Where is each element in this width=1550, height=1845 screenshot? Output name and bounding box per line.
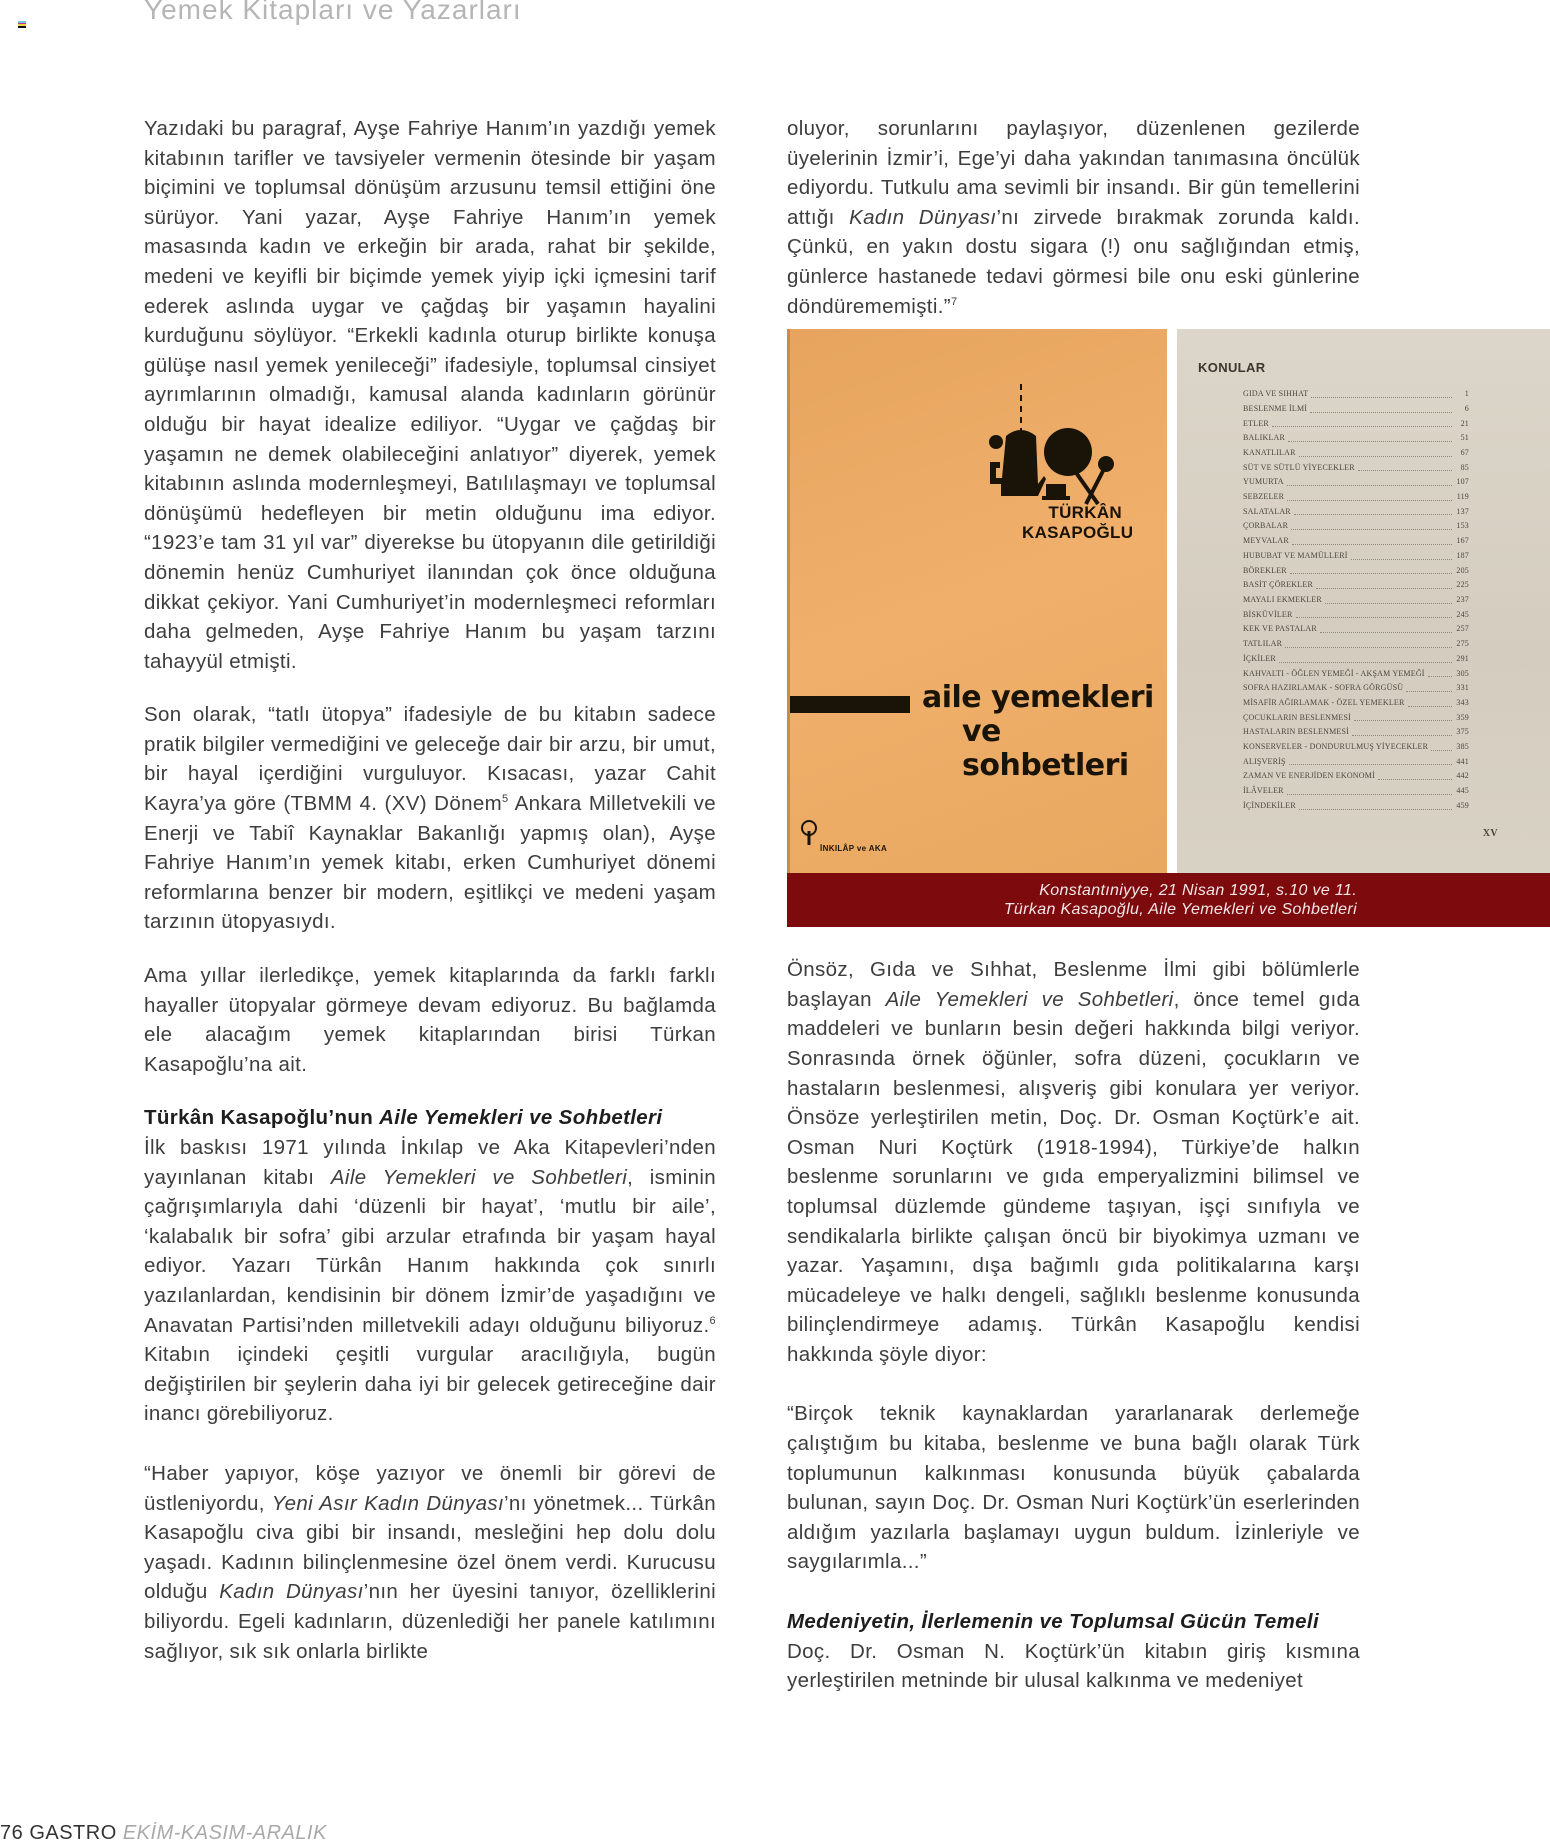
text: ’nı zirvede bırakmak zorunda kaldı. Çünkü, en yakın dostu sigara (!) onu sağlığından etmiş, günlerce hastanede tedavi görmesi bile onu eski günlerine döndürememişti.”	[787, 205, 1360, 318]
contents-entry-page: 6	[1464, 403, 1469, 413]
leader-dots	[1285, 637, 1452, 648]
footnote-ref[interactable]: 6	[709, 1314, 716, 1327]
quote-paragraph: “Birçok teknik kaynaklardan yararlanarak derlemeğe çalıştığım bu kitaba, beslenme ve buna bağlı olarak Türk toplumunun kalkınması konusunda büyük çabalarda bulunan, sayın Doç. Dr. Osman Nuri Koçtürk’ün eserlerinden aldığım yazılarla başlamayı uygun buldum. İzinleriyle ve saygılarımla...”	[787, 1402, 1360, 1574]
paragraph	[787, 114, 1360, 321]
contents-entry-page: 331	[1456, 683, 1469, 693]
section-heading	[787, 1607, 1360, 1637]
contents-entry-page: 85	[1460, 462, 1469, 472]
contents-entry-title: ALIŞVERİŞ	[1243, 756, 1286, 766]
contents-entry-page: 375	[1456, 727, 1469, 737]
contents-entry-page: 459	[1456, 800, 1469, 810]
contents-entry	[1243, 461, 1469, 476]
contents-entry-title: MAYALI EKMEKLER	[1243, 595, 1322, 604]
leader-dots	[1320, 622, 1452, 633]
contents-entry	[1243, 475, 1469, 490]
book-figure	[787, 329, 1550, 927]
leader-dots	[1310, 402, 1452, 413]
paragraph	[144, 1133, 716, 1429]
contents-entry-page: 153	[1456, 521, 1469, 531]
contents-entry-page: 187	[1456, 550, 1469, 560]
contents-entry-title: ÇORBALAR	[1243, 521, 1289, 531]
quote-paragraph	[144, 1459, 716, 1666]
paragraph: Yazıdaki bu paragraf, Ayşe Fahriye Hanım’ın yazdığı yemek kitabının tarifler ve tavsiyeler vermenin ötesinde bir yaşam biçimini ve toplumsal dönüşüm arzusunu temsil ettiğini öne sürüyor. Yani yazar, Ayşe Fahriye Hanım’ın yemek masasında kadın ve erkeğin bir arada, rahat bir şekilde, medeni ve keyifli bir biçimde yemek yiyip içki içmesini tarif ederek aslında uygar ve çağdaş bir yaşamın hayalini kurduğunu söylüyor. “Erkekli kadınla oturup birlikte konuşa gülüşe nasıl yemek yenileceği” ifadesiyle, toplumsal cinsiyet ayrımlarının olmadığı, kamusal alanda kadınların görünür olduğu bir hayat idealize ediliyor. “Uygar ve çağdaş bir yaşamın ne demek olabileceğini anlatıyor” diyerek, yemek kitabının aslında modernleşmeyi, Batılılaşmayı ve toplumsal dönüşümü hedefleyen bir metin olduğunu ima ediyor. “1923’e tam 31 yıl var” diyerekse bu ütopyanın dile getirildiği dönemin henüz Cumhuriyet ilanından çok önce olduğuna dikkat çekiyor. Yani Cumhuriyet’in modernleşmeci reformları daha gelmeden, Ayşe Fahriye Hanım bu yaşam tarzını tahayyül etmişti.	[144, 117, 716, 673]
text: , önce temel gıda maddeleri ve bunların besin değeri hakkında bilgi veriyor. Sonrasında örnek öğünler, sofra düzeni, çocukların ve hastaların beslenmesi, alışveriş gibi konulara yer veriyor. Önsöze yerleştirilen metin, Doç. Dr. Osman Koçtürk’e ait. Osman Nuri Koçtürk (1918-1994), Türkiye’de halkın beslenme sorunlarını ve gıda emperyalizmini bilimsel ve toplumsal düzlemde gündeme taşıyan, işçi sınıfıyla ve sendikalarla birlikte çalışan öncü bir biyokimya uzmanı ve yazar. Yaşamını, dışa bağımlı gıda politikalarına karşı mücadeleye ve halkı dengeli, sağlıklı beslenme konusunda bilinçlendirmeye adamış. Türkân Kasapoğlu kendisi hakkında şöyle diyor:	[787, 987, 1361, 1366]
book-title: Aile Yemekleri ve Sohbetleri	[885, 987, 1174, 1011]
paragraph: Doç. Dr. Osman N. Koçtürk’ün kitabın giriş kısmına yerleştirilen metninde bir ulusal kalkınma ve medeniyet	[787, 1639, 1360, 1693]
leader-dots	[1290, 564, 1452, 575]
book-title: Aile Yemekleri ve Sohbetleri	[330, 1165, 628, 1189]
contents-entry-page: 67	[1460, 447, 1469, 457]
contents-entry-title: BİSKÜVİLER	[1243, 609, 1293, 619]
publisher-tree-logo-icon	[800, 819, 818, 847]
leader-dots	[1408, 696, 1452, 707]
leader-dots	[1299, 446, 1452, 457]
contents-entry-title: KEK VE PASTALAR	[1243, 624, 1317, 634]
contents-entry	[1243, 740, 1469, 755]
contents-page-image	[1177, 329, 1550, 873]
leader-dots	[1287, 490, 1452, 501]
contents-entry-page: 107	[1456, 477, 1469, 487]
cover-publisher: İNKILÂP ve AKA	[820, 844, 888, 854]
text: ’nın her üyesini tanıyor, özelliklerini biliyordu. Egeli kadınların, düzenlediği her panele katılımını sağlıyor, sık sık onlarla birlikte	[144, 1580, 716, 1663]
heading-text: Medeniyetin, İlerlemenin ve Toplumsal Gücün Temeli	[787, 1610, 1320, 1634]
leader-dots	[1428, 667, 1452, 678]
contents-entry-title: İÇKİLER	[1243, 653, 1276, 663]
contents-entry-title: HASTALARIN BESLENMESİ	[1243, 727, 1350, 737]
cover-title	[922, 681, 1167, 783]
contents-entry-page: 21	[1460, 418, 1469, 428]
contents-entry-title: BESLENME İLMİ	[1243, 403, 1308, 413]
contents-entry	[1243, 578, 1469, 593]
leader-dots	[1325, 593, 1452, 604]
contents-entry-page: 275	[1456, 639, 1469, 649]
leader-dots	[1292, 534, 1452, 545]
contents-entry-page: 359	[1456, 712, 1469, 722]
contents-entry-page: 442	[1456, 771, 1469, 781]
contents-entry	[1243, 637, 1469, 652]
contents-entry-title: İÇİNDEKİLER	[1243, 800, 1296, 810]
contents-entry-title: SÜT VE SÜTLÜ YİYECEKLER	[1243, 462, 1355, 472]
contents-entry-title: MEYVALAR	[1243, 536, 1289, 546]
leader-dots	[1291, 519, 1452, 530]
contents-entry	[1243, 490, 1469, 505]
contents-entry-title: KAHVALTI - ÖĞLEN YEMEĞİ - AKŞAM YEMEĞİ	[1243, 668, 1425, 678]
leader-dots	[1358, 461, 1452, 472]
contents-entry	[1243, 711, 1469, 726]
contents-entry	[1243, 387, 1469, 402]
right-column	[787, 114, 1498, 1720]
contents-entry-page: 167	[1456, 536, 1469, 546]
contents-entry-page: 441	[1456, 756, 1469, 766]
contents-entry	[1243, 417, 1469, 432]
contents-entry	[1243, 769, 1469, 784]
contents-entry-title: TATLILAR	[1243, 639, 1283, 649]
contents-entry-title: ETLER	[1243, 418, 1269, 428]
leader-dots	[1294, 505, 1452, 516]
contents-entry-title: İLÂVELER	[1243, 786, 1284, 796]
heading-book-title: Aile Yemekleri ve Sohbetleri	[379, 1106, 663, 1130]
text: Kitabın içindeki çeşitli vurgular aracılığıyla, bugün değiştirilen bir şeylerin daha iyi bir gelecek getireceğine dair inancı görebiliyoruz.	[144, 1343, 716, 1426]
paragraph: Ama yıllar ilerledikçe, yemek kitaplarında da farklı farklı hayaller ütopyalar görmeye devam ediyoruz. Bu bağlamda ele alacağım yemek kitaplarından birisi Türkan Kasapoğlu’na ait.	[144, 964, 716, 1076]
figure-caption	[787, 873, 1550, 927]
contents-entry-page: 237	[1456, 595, 1469, 604]
contents-entry-page: 445	[1456, 786, 1469, 796]
page-number: 76	[0, 1822, 24, 1844]
contents-entry-title: GIDA VE SIHHAT	[1243, 389, 1309, 399]
contents-entry-page: 1	[1464, 389, 1469, 399]
kitchenware-illustration-icon	[986, 384, 1126, 519]
text: Ankara Milletvekili ve Enerji ve Tabiî Kaynaklar Bakanlığı yapmış olan), Ayşe Fahriye Hanım’ın yemek kitabı, erken Cumhuriyet dönemi reformlarına benzer bir modern, eşitlikçi ve medeni yaşam tarzının ütopyasıydı.	[144, 792, 716, 934]
contents-entry	[1243, 755, 1469, 770]
contents-entry	[1243, 696, 1469, 711]
caption-line: Konstantıniyye, 21 Nisan 1991, s.10 ve 11.	[1039, 882, 1357, 900]
leader-dots	[1316, 578, 1452, 589]
leader-dots	[1296, 608, 1452, 619]
cover-decorative-bar	[790, 696, 910, 713]
contents-entry	[1243, 681, 1469, 696]
contents-entry	[1243, 652, 1469, 667]
text: İlk baskısı 1971 yılında İnkılap ve Aka Kitapevleri’nden yayınlanan kitabı	[144, 1136, 716, 1189]
contents-entry-page: 343	[1456, 697, 1469, 707]
publication-title: Kadın Dünyası	[849, 205, 997, 229]
contents-entry-page: 225	[1456, 580, 1469, 590]
contents-entry-page: 51	[1460, 433, 1469, 443]
contents-entry	[1243, 402, 1469, 417]
left-column	[144, 114, 716, 1690]
contents-entry	[1243, 608, 1469, 623]
text: Son olarak, “tatlı ütopya” ifadesiyle de bu kitabın sadece pratik bilgiler vermediğini ve geleceğe dair bir arzu, bir umut, bir hayal içerdiğini vurguluyor. Kısacası, yazar Cahit Kayra’ya göre (TBMM 4. (XV) Dönem	[144, 703, 716, 816]
leader-dots	[1351, 549, 1452, 560]
contents-entry-title: ÇOCUKLARIN BESLENMESİ	[1243, 712, 1351, 722]
section-heading	[144, 1103, 716, 1133]
contents-entry	[1243, 784, 1469, 799]
contents-entry	[1243, 799, 1469, 814]
leader-dots	[1354, 711, 1452, 722]
paragraph	[144, 700, 716, 937]
caption-line: Türkan Kasapoğlu, Aile Yemekleri ve Sohbetleri	[1003, 901, 1357, 919]
contents-folio: XV	[1482, 828, 1498, 840]
leader-dots	[1272, 417, 1452, 428]
contents-entry-title: BALIKLAR	[1243, 433, 1286, 443]
cover-author	[1022, 503, 1134, 543]
leader-dots	[1378, 769, 1452, 780]
contents-entry	[1243, 667, 1469, 682]
print-color-mark-icon	[18, 21, 26, 28]
contents-entry	[1243, 505, 1469, 520]
contents-entry-title: ZAMAN VE ENERJİDEN EKONOMİ	[1243, 771, 1375, 781]
issue-label: EKİM-KASIM-ARALIK	[122, 1822, 327, 1844]
contents-entry	[1243, 549, 1469, 564]
cover-author-line: TÜRKÂN	[1048, 503, 1122, 523]
cover-author-line: KASAPOĞLU	[1022, 523, 1134, 543]
leader-dots	[1289, 755, 1452, 766]
contents-entry-page: 119	[1456, 492, 1469, 502]
contents-entry-title: KANATLILAR	[1243, 447, 1296, 457]
contents-entry	[1243, 519, 1469, 534]
cover-title-line: aile yemekleri	[922, 680, 1154, 716]
footnote-ref[interactable]: 5	[502, 793, 509, 806]
contents-list	[1243, 387, 1469, 813]
text: Önsöz, Gıda ve Sıhhat, Beslenme İlmi gibi bölümlerle başlayan	[787, 958, 1360, 1011]
magazine-name: GASTRO	[29, 1822, 117, 1844]
running-title: Yemek Kitapları ve Yazarları	[144, 0, 522, 25]
text: oluyor, sorunlarını paylaşıyor, düzenlenen gezilerde üyelerinin İzmir’i, Ege’yi daha yakından tanımasına öncülük ediyordu. Tutkulu ama sevimli bir insandı. Bir gün temellerini attığı	[787, 117, 1360, 229]
contents-entry-page: 305	[1456, 668, 1469, 678]
contents-entry-page: 257	[1456, 624, 1469, 634]
contents-entry-page: 245	[1456, 609, 1469, 619]
contents-entry-title: SALATALAR	[1243, 506, 1291, 516]
page-footer	[0, 1822, 327, 1845]
contents-entry-title: YUMURTA	[1243, 477, 1284, 487]
paragraph	[787, 955, 1360, 1369]
heading-text: Türkân Kasapoğlu’nun	[144, 1106, 380, 1130]
text: , isminin çağrışımlarıyla dahi ‘düzenli bir hayat’, ‘mutlu bir aile’, ‘kalabalık bir sofra’ gibi arzular etrafında bir yaşam hayal ediyor. Yazarı Türkân Hanım hakkında çok sınırlı yazılanlardan, kendisinin bir dönem İzmir’de yaşadığını ve Anavatan Partisi’nden milletvekili adayı olduğunu biliyoruz.	[144, 1165, 716, 1337]
leader-dots	[1279, 652, 1452, 663]
contents-entry-page: 291	[1456, 653, 1469, 663]
publication-title: Kadın Dünyası	[219, 1580, 364, 1604]
contents-entry-title: KONSERVELER - DONDURULMUŞ YİYECEKLER	[1243, 742, 1429, 752]
contents-entry-title: HUBUBAT VE MAMÜLLERİ	[1243, 550, 1348, 560]
contents-entry	[1243, 593, 1469, 608]
leader-dots	[1431, 740, 1452, 751]
leader-dots	[1352, 725, 1452, 736]
leader-dots	[1287, 475, 1452, 486]
contents-entry-title: SOFRA HAZIRLAMAK - SOFRA GÖRGÜSÜ	[1243, 683, 1404, 693]
contents-entry	[1243, 622, 1469, 637]
text: ’nı yönetmek... Türkân Kasapoğlu civa gibi bir insandı, mesleğini hep dolu dolu yaşadı. Kadının bilinçlenmesine özel önem verdi. Kurucusu olduğu	[144, 1491, 716, 1604]
contents-entry-page: 205	[1456, 565, 1469, 575]
contents-entry-title: MİSAFİR AĞIRLAMAK - ÖZEL YEMEKLER	[1243, 697, 1405, 707]
contents-entry-title: SEBZELER	[1243, 492, 1285, 502]
footnote-ref[interactable]: 7	[950, 295, 958, 308]
contents-entry-title: BÖREKLER	[1243, 565, 1287, 575]
leader-dots	[1311, 387, 1452, 398]
contents-heading: KONULAR	[1198, 360, 1266, 376]
leader-dots	[1288, 431, 1452, 442]
contents-entry-title: BASİT ÇÖREKLER	[1243, 580, 1313, 590]
contents-entry	[1243, 725, 1469, 740]
leader-dots	[1287, 784, 1452, 795]
contents-entry	[1243, 534, 1469, 549]
contents-entry-page: 385	[1456, 742, 1469, 752]
cover-title-line: ve sohbetleri	[962, 714, 1129, 784]
leader-dots	[1406, 681, 1452, 692]
book-cover-image	[787, 329, 1167, 873]
contents-entry	[1243, 431, 1469, 446]
publication-title: Yeni Asır Kadın Dünyası	[271, 1491, 505, 1515]
contents-entry	[1243, 446, 1469, 461]
text: “Haber yapıyor, köşe yazıyor ve önemli bir görevi de üstleniyordu,	[144, 1461, 716, 1515]
leader-dots	[1299, 799, 1452, 810]
contents-entry-page: 137	[1456, 506, 1469, 516]
contents-entry	[1243, 564, 1469, 579]
